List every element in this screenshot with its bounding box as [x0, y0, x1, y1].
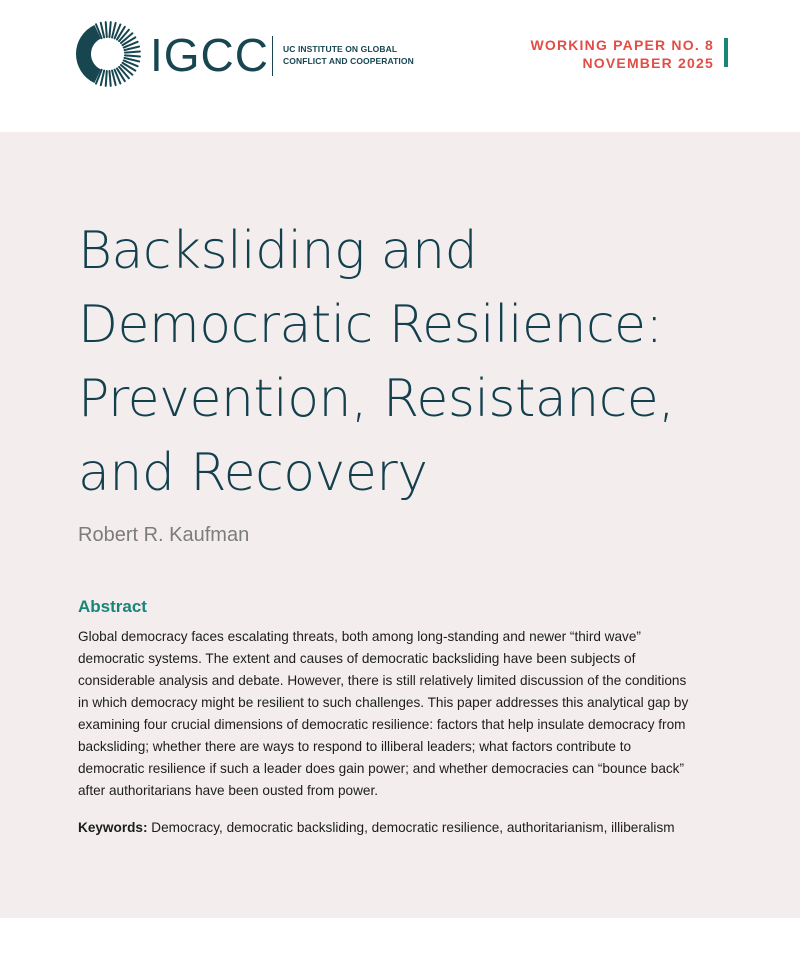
logo-divider	[272, 36, 273, 76]
abstract-line: in which democracy might be resilient to such challenges. This paper addresses this analytical gap by	[78, 695, 689, 710]
paper-title	[78, 214, 758, 510]
title-line: Democratic Resilience:	[78, 295, 663, 355]
abstract-line: considerable analysis and debate. However, there is still relatively limited discussion of the conditions	[78, 673, 687, 688]
abstract-body	[78, 626, 728, 802]
logo-tagline-line: UC INSTITUTE ON GLOBAL	[283, 44, 398, 54]
abstract-heading: Abstract	[78, 597, 147, 616]
logo-ray	[109, 71, 110, 86]
abstract-line: backsliding; whether there are ways to respond to illiberal leaders; what factors contribute to	[78, 739, 632, 754]
keywords-value: Democracy, democratic backsliding, democratic resilience, authoritarianism, illiberalism	[151, 820, 675, 835]
logo-ray	[109, 22, 110, 37]
logo-tagline-line: CONFLICT AND COOPERATION	[283, 56, 414, 66]
logo-wordmark: IGCC	[150, 29, 269, 81]
igcc-radial-logo-icon	[74, 20, 142, 88]
keywords	[78, 817, 675, 839]
paper-meta	[530, 36, 714, 72]
title-line: and Recovery	[78, 443, 428, 503]
abstract-line: democratic resilience if such a leader does gain power; and whether democracies can “bounce back”	[78, 761, 685, 776]
abstract-line: democratic systems. The extent and causes of democratic backsliding have been subjects of	[78, 651, 636, 666]
working-paper-number: WORKING PAPER NO. 8	[530, 37, 714, 53]
publication-date: NOVEMBER 2025	[582, 55, 714, 71]
logo-ray	[125, 52, 140, 53]
title-line: Backsliding and	[78, 221, 478, 281]
document-header	[0, 0, 800, 132]
author-name: Robert R. Kaufman	[78, 524, 250, 546]
abstract-line: after authoritarians have been ousted from power.	[78, 783, 378, 798]
logo-ray	[106, 71, 107, 86]
meta-accent-bar	[724, 38, 728, 67]
logo-tagline	[283, 43, 414, 67]
logo-crescent	[76, 25, 101, 83]
logo-ray	[125, 55, 140, 56]
cover-panel	[0, 132, 800, 918]
abstract-line: examining four crucial dimensions of democratic resilience: factors that help insulate democracy from	[78, 717, 686, 732]
abstract-line: Global democracy faces escalating threats, both among long-standing and newer “third wave”	[78, 629, 641, 644]
title-line: Prevention, Resistance,	[78, 369, 675, 429]
logo-ray	[106, 22, 107, 37]
keywords-label: Keywords:	[78, 820, 148, 835]
